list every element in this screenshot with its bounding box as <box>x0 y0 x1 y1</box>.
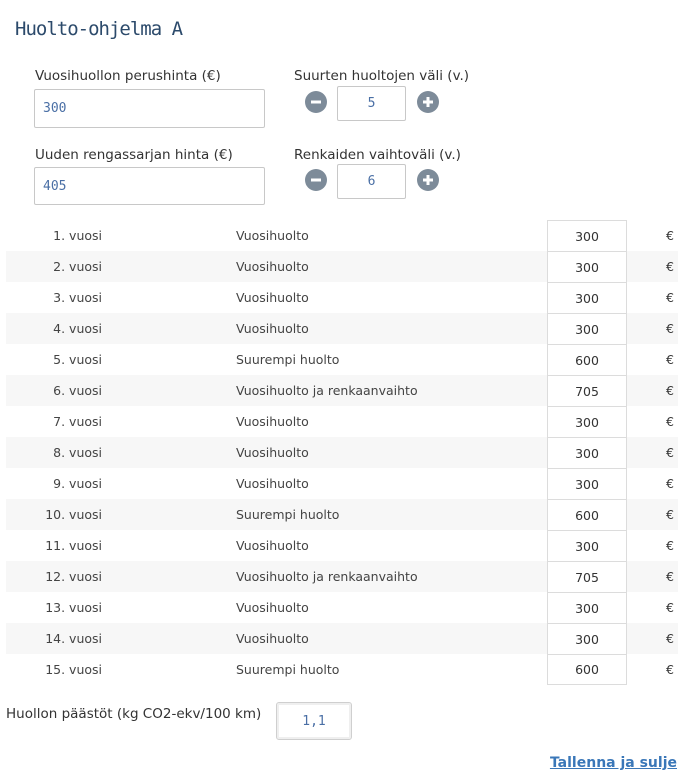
cost-input[interactable] <box>547 282 627 313</box>
year-cell: 9. vuosi <box>53 476 102 491</box>
service-description: Vuosihuolto <box>236 445 309 460</box>
year-cell: 14. vuosi <box>45 631 102 646</box>
currency-label: € <box>666 228 674 243</box>
currency-label: € <box>666 662 674 677</box>
base-price-label: Vuosihuollon perushinta (€) <box>35 68 221 84</box>
currency-label: € <box>666 414 674 429</box>
cost-input[interactable] <box>547 220 627 251</box>
table-row <box>6 499 678 530</box>
table-row <box>6 282 678 313</box>
cost-value: 300 <box>575 321 599 337</box>
year-cell: 2. vuosi <box>53 259 102 274</box>
cost-input[interactable] <box>547 530 627 561</box>
cost-input[interactable] <box>547 437 627 468</box>
cost-input[interactable] <box>547 406 627 437</box>
tire-interval-value: 6 <box>367 174 376 189</box>
currency-label: € <box>666 321 674 336</box>
cost-value: 300 <box>575 631 599 647</box>
cost-input[interactable] <box>547 499 627 530</box>
service-description: Suurempi huolto <box>236 352 340 367</box>
tire-price-value: 405 <box>43 178 67 194</box>
cost-value: 300 <box>575 600 599 616</box>
cost-value: 705 <box>575 569 599 585</box>
table-row <box>6 251 678 282</box>
currency-label: € <box>666 631 674 646</box>
service-description: Vuosihuolto ja renkaanvaihto <box>236 383 418 398</box>
currency-label: € <box>666 476 674 491</box>
currency-label: € <box>666 507 674 522</box>
year-cell: 6. vuosi <box>53 383 102 398</box>
cost-value: 600 <box>575 507 599 523</box>
cost-input[interactable] <box>547 313 627 344</box>
year-cell: 12. vuosi <box>45 569 102 584</box>
plus-circle-icon <box>422 174 434 186</box>
year-cell: 7. vuosi <box>53 414 102 429</box>
emissions-label: Huollon päästöt (kg CO2-ekv/100 km) <box>6 706 262 722</box>
table-row <box>6 592 678 623</box>
service-description: Vuosihuolto <box>236 476 309 491</box>
year-cell: 4. vuosi <box>53 321 102 336</box>
table-row <box>6 220 678 251</box>
currency-label: € <box>666 538 674 553</box>
major-interval-decrement-button[interactable] <box>305 91 327 113</box>
table-row <box>6 406 678 437</box>
currency-label: € <box>666 383 674 398</box>
year-cell: 1. vuosi <box>53 228 102 243</box>
service-description: Suurempi huolto <box>236 662 340 677</box>
tire-interval-increment-button[interactable] <box>417 169 439 191</box>
cost-input[interactable] <box>547 654 627 685</box>
cost-value: 300 <box>575 290 599 306</box>
table-row <box>6 375 678 406</box>
year-cell: 10. vuosi <box>45 507 102 522</box>
page-title: Huolto-ohjelma A <box>15 18 183 40</box>
year-cell: 13. vuosi <box>45 600 102 615</box>
cost-value: 600 <box>575 352 599 368</box>
major-interval-increment-button[interactable] <box>417 91 439 113</box>
tire-price-input[interactable] <box>34 167 265 205</box>
year-cell: 11. vuosi <box>45 538 102 553</box>
save-and-close-link[interactable]: Tallenna ja sulje <box>549 755 677 771</box>
service-description: Vuosihuolto ja renkaanvaihto <box>236 569 418 584</box>
table-row <box>6 313 678 344</box>
cost-input[interactable] <box>547 375 627 406</box>
service-description: Vuosihuolto <box>236 631 309 646</box>
table-row <box>6 468 678 499</box>
cost-value: 300 <box>575 538 599 554</box>
year-cell: 5. vuosi <box>53 352 102 367</box>
service-description: Suurempi huolto <box>236 507 340 522</box>
major-interval-input[interactable] <box>337 86 406 121</box>
major-interval-label: Suurten huoltojen väli (v.) <box>294 68 470 84</box>
cost-value: 600 <box>575 662 599 677</box>
table-row <box>6 437 678 468</box>
tire-interval-input[interactable] <box>337 164 406 199</box>
cost-input[interactable] <box>547 251 627 282</box>
major-interval-value: 5 <box>367 96 376 111</box>
tire-interval-decrement-button[interactable] <box>305 169 327 191</box>
plus-circle-icon <box>422 96 434 108</box>
tire-interval-label: Renkaiden vaihtoväli (v.) <box>294 147 461 163</box>
year-cell: 3. vuosi <box>53 290 102 305</box>
table-row <box>6 654 678 685</box>
cost-input[interactable] <box>547 592 627 623</box>
table-row <box>6 561 678 592</box>
cost-input[interactable] <box>547 344 627 375</box>
base-price-input[interactable] <box>34 89 265 128</box>
emissions-value: 1,1 <box>302 713 326 729</box>
base-price-value: 300 <box>43 101 67 116</box>
service-description: Vuosihuolto <box>236 321 309 336</box>
cost-value: 300 <box>575 476 599 492</box>
service-description: Vuosihuolto <box>236 538 309 553</box>
cost-value: 300 <box>575 445 599 461</box>
currency-label: € <box>666 445 674 460</box>
service-description: Vuosihuolto <box>236 290 309 305</box>
year-cell: 8. vuosi <box>53 445 102 460</box>
table-row <box>6 530 678 561</box>
emissions-input[interactable] <box>276 702 352 740</box>
year-cell: 15. vuosi <box>45 662 102 677</box>
currency-label: € <box>666 600 674 615</box>
table-row <box>6 623 678 654</box>
service-description: Vuosihuolto <box>236 228 309 243</box>
minus-circle-icon <box>310 96 322 108</box>
currency-label: € <box>666 352 674 367</box>
cost-input[interactable] <box>547 623 627 654</box>
cost-value: 300 <box>575 259 599 275</box>
minus-circle-icon <box>310 174 322 186</box>
cost-value: 300 <box>575 414 599 430</box>
cost-input[interactable] <box>547 561 627 592</box>
cost-input[interactable] <box>547 468 627 499</box>
currency-label: € <box>666 290 674 305</box>
table-row <box>6 344 678 375</box>
currency-label: € <box>666 569 674 584</box>
cost-value: 300 <box>575 228 599 244</box>
currency-label: € <box>666 259 674 274</box>
tire-price-label: Uuden rengassarjan hinta (€) <box>35 147 233 163</box>
service-description: Vuosihuolto <box>236 600 309 615</box>
service-description: Vuosihuolto <box>236 259 309 274</box>
cost-value: 705 <box>575 383 599 399</box>
maintenance-schedule-table <box>6 220 678 685</box>
service-description: Vuosihuolto <box>236 414 309 429</box>
